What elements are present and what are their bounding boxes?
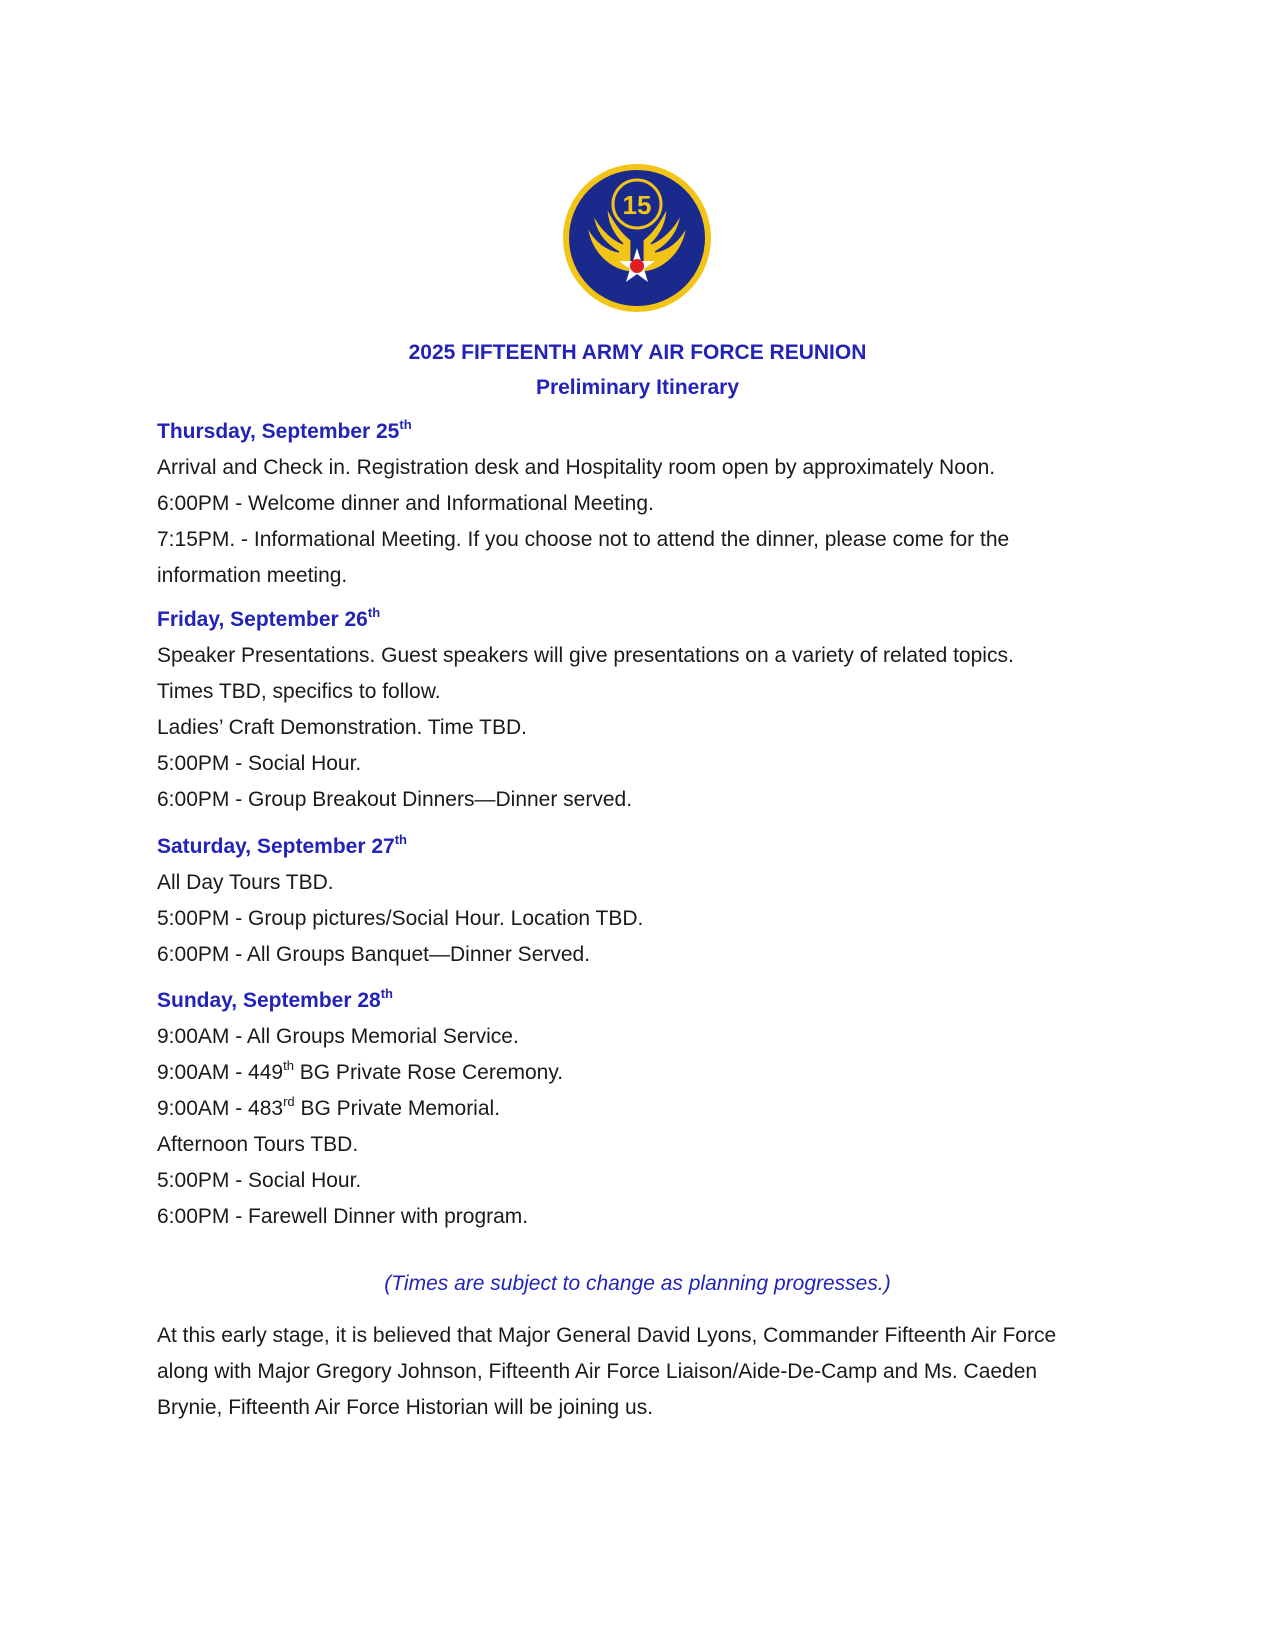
schedule-line: 7:15PM. - Informational Meeting. If you choose not to attend the dinner, please come for the information meeting.: [157, 528, 1010, 587]
schedule-line: Speaker Presentations. Guest speakers will give presentations on a variety of related topics.: [157, 644, 1014, 667]
schedule-note: (Times are subject to change as planning progresses.): [384, 1272, 891, 1295]
schedule-line: 5:00PM - Social Hour.: [157, 752, 362, 775]
day-section-friday: [157, 602, 1117, 818]
day-section-sunday: [157, 983, 1117, 1235]
day-section-thursday: [157, 414, 1117, 594]
fifteenth-air-force-emblem: [561, 162, 713, 314]
day-heading: Friday, September 26th: [157, 605, 381, 631]
schedule-line: 9:00AM - All Groups Memorial Service.: [157, 1025, 519, 1048]
schedule-line: 6:00PM - All Groups Banquet—Dinner Served.: [157, 943, 591, 966]
schedule-line: 5:00PM - Social Hour.: [157, 1169, 362, 1192]
day-section-saturday: [157, 829, 1117, 973]
schedule-line: 9:00AM - 449th BG Private Rose Ceremony.: [157, 1058, 564, 1084]
day-heading: Thursday, September 25th: [157, 417, 412, 443]
schedule-line: 6:00PM - Farewell Dinner with program.: [157, 1205, 529, 1228]
page-subtitle: Preliminary Itinerary: [535, 376, 740, 399]
day-heading: Sunday, September 28th: [157, 986, 393, 1012]
schedule-line: Afternoon Tours TBD.: [157, 1133, 359, 1156]
schedule-line: 9:00AM - 483rd BG Private Memorial.: [157, 1094, 501, 1120]
schedule-line: 6:00PM - Group Breakout Dinners—Dinner served.: [157, 788, 633, 811]
day-heading: Saturday, September 27th: [157, 832, 407, 858]
closing-paragraph: At this early stage, it is believed that Major General David Lyons, Commander Fifteenth Air Force along with Major Gregory Johnson, Fifteenth Air Force Liaison/Aide-De-Camp and Ms. Caeden Brynie, Fifteenth Air Force Historian will be joining us.: [157, 1324, 1057, 1419]
schedule-line: Ladies’ Craft Demonstration. Time TBD.: [157, 716, 527, 739]
page-title: 2025 FIFTEENTH ARMY AIR FORCE REUNION: [408, 341, 867, 364]
schedule-line: All Day Tours TBD.: [157, 871, 334, 894]
schedule-line: 5:00PM - Group pictures/Social Hour. Location TBD.: [157, 907, 644, 930]
emblem-number: 15: [622, 190, 652, 220]
schedule-line: Arrival and Check in. Registration desk and Hospitality room open by approximately Noon.: [157, 456, 996, 479]
schedule-line: Times TBD, specifics to follow.: [157, 680, 441, 703]
schedule-line: 6:00PM - Welcome dinner and Informational Meeting.: [157, 492, 654, 515]
